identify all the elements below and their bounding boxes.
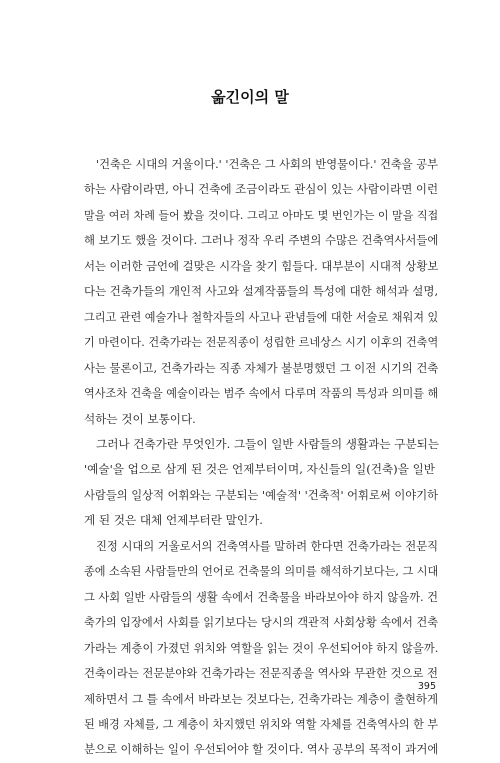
text-line: 다는 건축가들의 개인적 사고와 설계작품들의 특성에 대한 해석과 설명, xyxy=(84,284,439,299)
text-line: 게 된 것은 대체 언제부터란 말인가. xyxy=(84,513,263,528)
page-title: 옮긴이의 말 xyxy=(211,88,289,106)
text-line: 석하는 것이 보통이다. xyxy=(84,411,196,426)
text-line: 건축이라는 전문분야와 건축가라는 전문직종을 역사와 무관한 것으로 전 xyxy=(84,666,438,681)
body-text xyxy=(72,152,440,763)
text-line: 해 보기도 했을 것이다. 그러나 정작 우리 주변의 수많은 건축역사서들에 xyxy=(84,233,439,248)
paragraph-2 xyxy=(72,432,440,534)
text-line: 사람들의 일상적 어휘와는 구분되는 '예술적' '건축적' 어휘로써 이야기하 xyxy=(84,488,439,502)
text-line: 그러나 건축가란 무엇인가. 그들이 일반 사람들의 생활과는 구분되는 xyxy=(96,436,440,451)
text-line: 제하면서 그 틀 속에서 바라보는 것보다는, 건축가라는 계층이 출현하게 xyxy=(84,691,439,706)
page-number: 395 xyxy=(417,681,436,692)
paragraph-1 xyxy=(72,152,439,432)
text-line: '건축은 시대의 거울이다.' '건축은 그 사회의 반영물이다.' 건축을 공부 xyxy=(96,158,439,171)
text-line: 종에 소속된 사람들만의 언어로 건축물의 의미를 해석하기보다는, 그 시대 xyxy=(84,565,439,579)
text-line: 말을 여러 차례 들어 봤을 것이다. 그리고 아마도 몇 번인가는 이 말을 직접 xyxy=(84,208,439,222)
text-line: 그리고 관련 예술가나 철학자들의 사고나 관념들에 대한 서술로 채워져 있 xyxy=(84,310,439,324)
paragraph-3 xyxy=(72,534,439,763)
text-line: 된 배경 자체를, 그 계층이 차지했던 위치와 역할 자체를 건축역사의 한 부 xyxy=(84,717,439,731)
text-line: 역사조차 건축을 예술이라는 범주 속에서 다루며 작품의 특성과 의미를 해 xyxy=(84,387,439,401)
text-line: 진정 시대의 거울로서의 건축역사를 말하려 한다면 건축가라는 전문직 xyxy=(96,538,439,553)
text-line: 하는 사람이라면, 아니 건축에 조금이라도 관심이 있는 사람이라면 이런 xyxy=(84,182,439,197)
text-line: 그 사회 일반 사람들의 생활 속에서 건축물을 바라보아야 하지 않을까. 건 xyxy=(84,590,438,604)
text-line: 기 마련이다. 건축가라는 전문직종이 성립한 르네상스 시기 이후의 건축역 xyxy=(84,336,439,350)
text-line: 축가의 입장에서 사회를 읽기보다는 당시의 객관적 사회상황 속에서 건축 xyxy=(84,616,439,630)
text-line: 가라는 계층이 가졌던 위치와 역할을 읽는 것이 우선되어야 하지 않을까. xyxy=(84,640,439,655)
text-line: 분으로 이해하는 일이 우선되어야 할 것이다. 역사 공부의 목적이 과거에 xyxy=(84,742,439,757)
text-line: '예술'을 업으로 삼게 된 것은 언제부터이며, 자신들의 일(건축)을 일반 xyxy=(84,462,435,477)
text-line: 서는 이러한 금언에 걸맞은 시각을 찾기 힘들다. 대부분이 시대적 상황보 xyxy=(84,258,439,273)
text-line: 사는 물론이고, 건축가라는 직종 자체가 불분명했던 그 이전 시기의 건축 xyxy=(84,360,439,375)
